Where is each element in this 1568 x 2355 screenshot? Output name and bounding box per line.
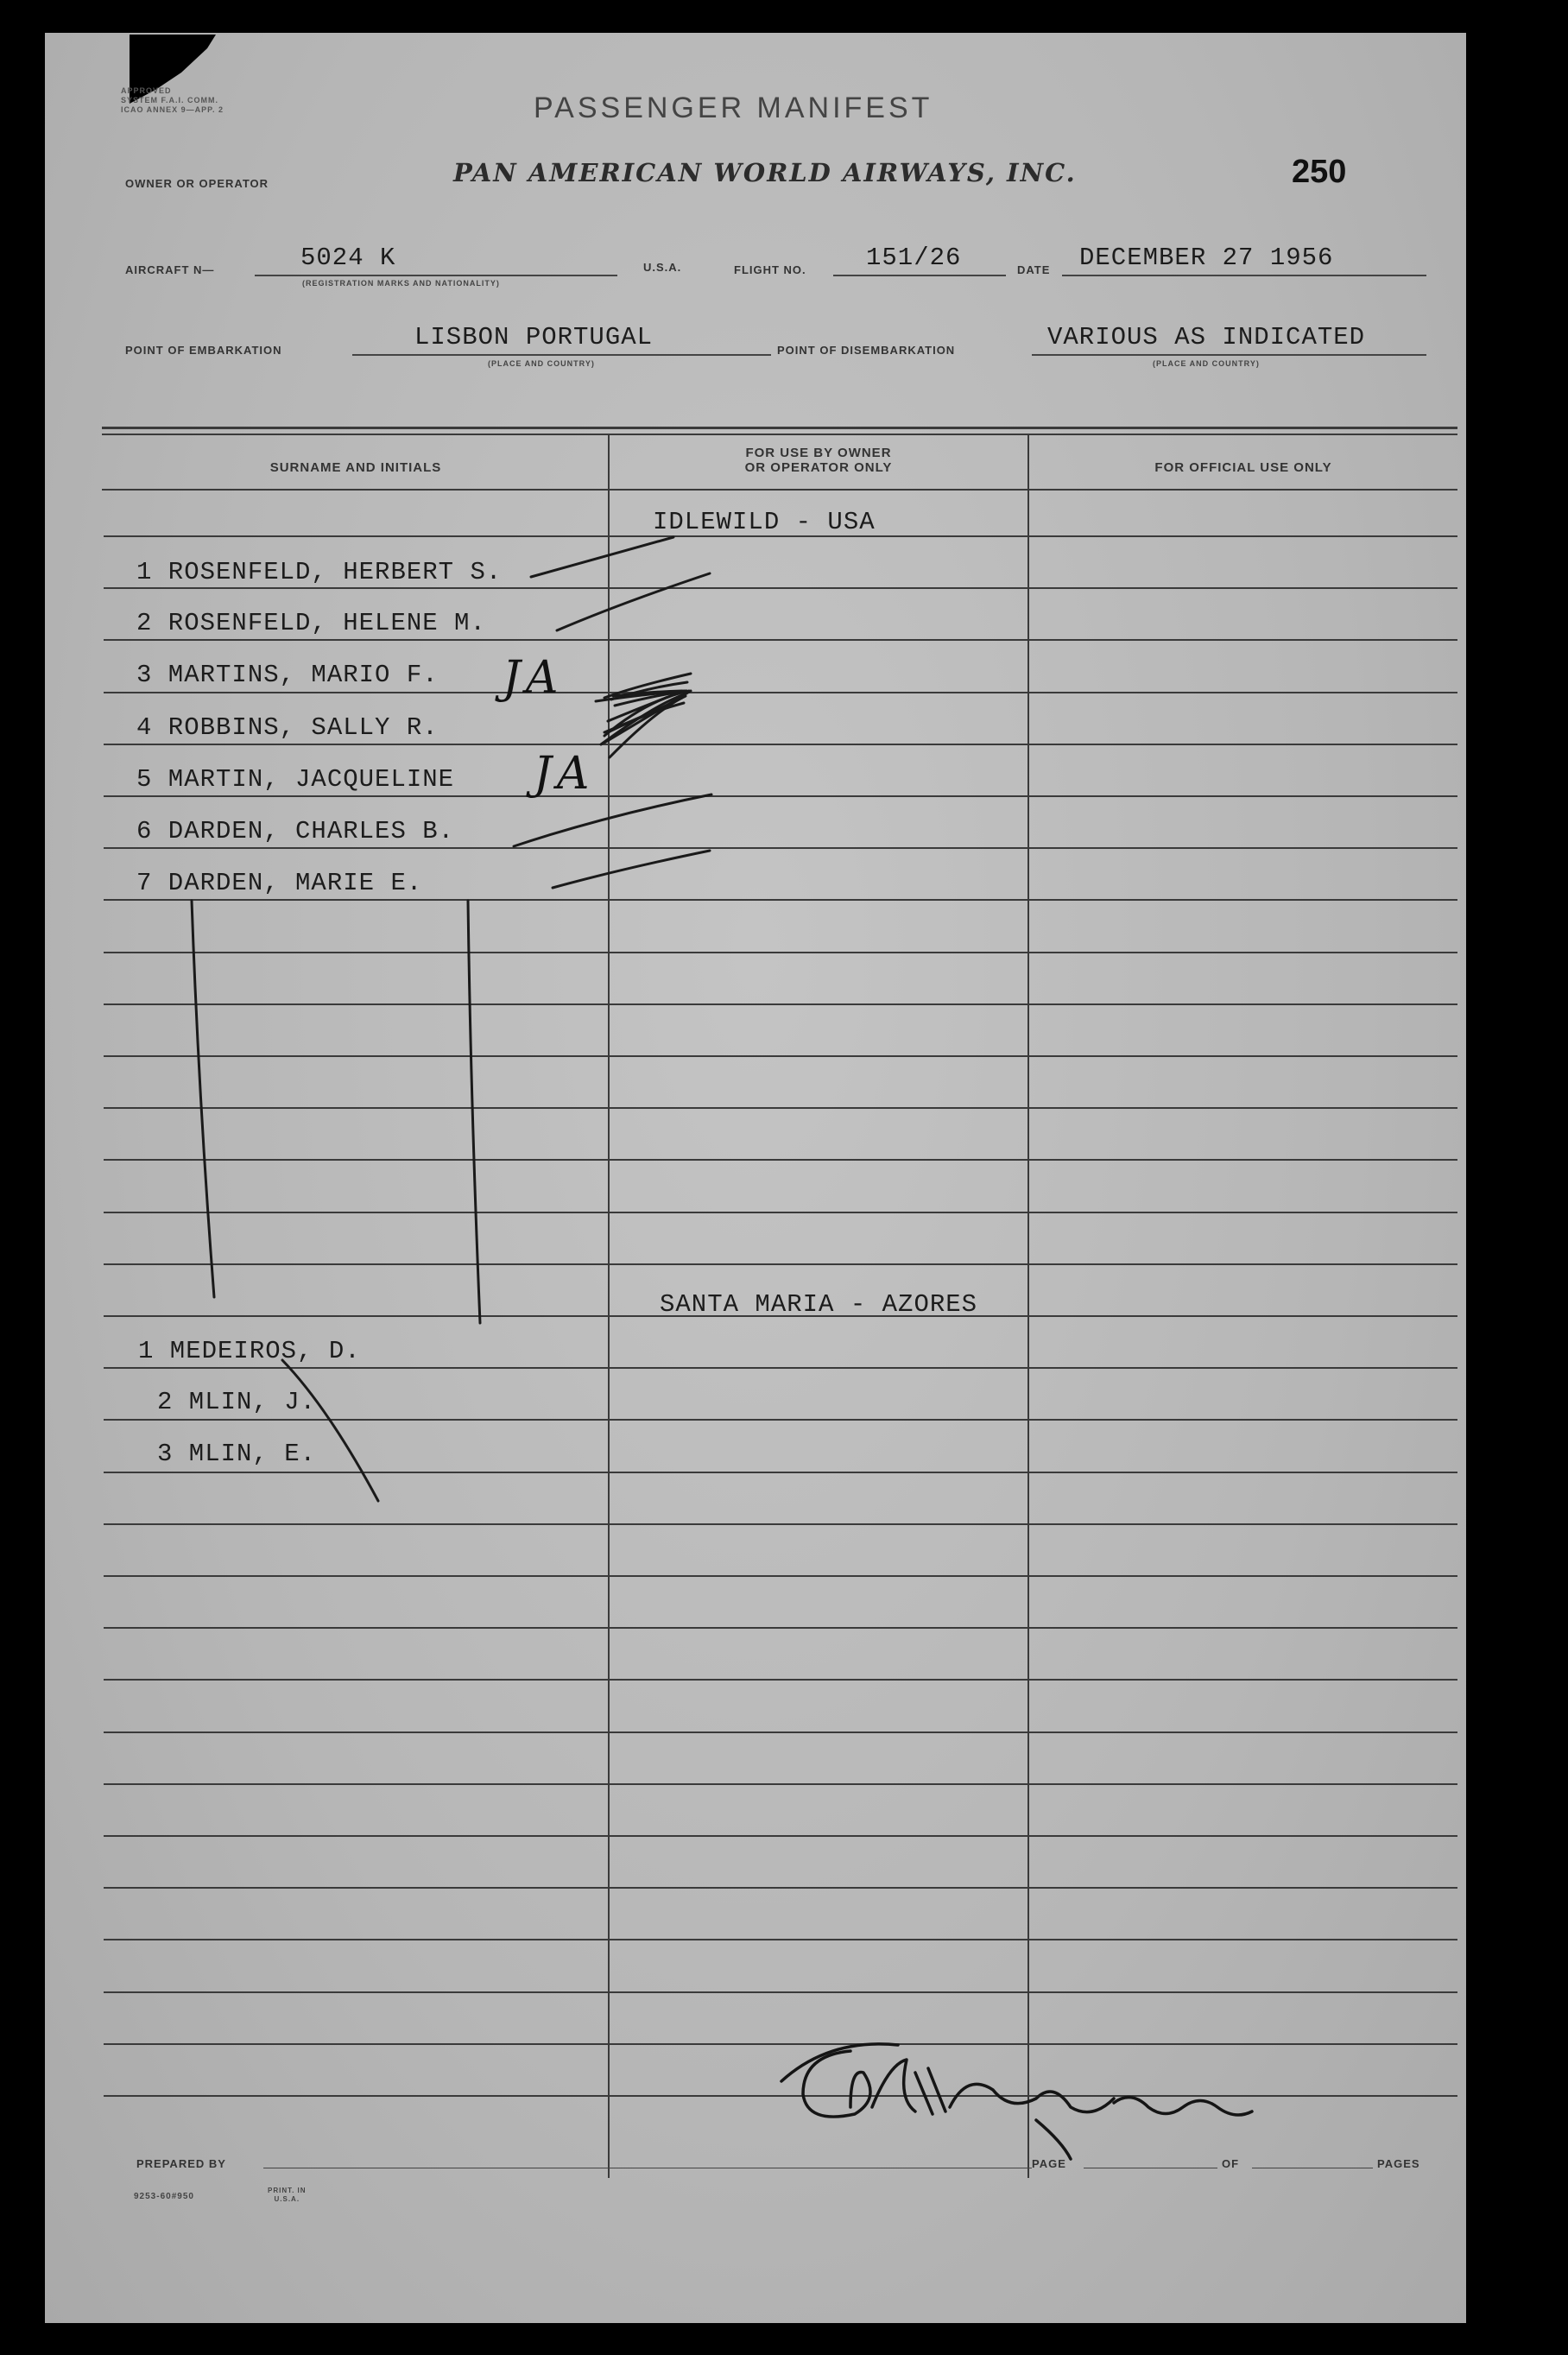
printer-mark-line: PRINT. IN — [268, 2187, 307, 2194]
flight-label: FLIGHT NO. — [734, 263, 806, 276]
passenger-row: 2 MLIN, J. — [157, 1388, 317, 1416]
passenger-row: 7 DARDEN, MARIE E. — [136, 869, 423, 897]
passenger-row: 3 MARTINS, MARIO F. — [136, 661, 439, 689]
embarkation-caption: (PLACE AND COUNTRY) — [488, 359, 595, 368]
check-stroke — [531, 537, 673, 577]
destination-idlewild: IDLEWILD - USA — [653, 508, 876, 536]
column-header-surname: SURNAME AND INITIALS — [269, 460, 442, 475]
page-title: PASSENGER MANIFEST — [534, 92, 933, 124]
disembarkation-caption: (PLACE AND COUNTRY) — [1153, 359, 1260, 368]
check-stroke — [553, 851, 710, 888]
passenger-row: 5 MARTIN, JACQUELINE — [136, 765, 455, 794]
page-number: 250 — [1292, 154, 1347, 190]
printer-mark-line: U.S.A. — [274, 2195, 300, 2203]
bracket-stroke — [192, 901, 214, 1297]
aircraft-label: AIRCRAFT N— — [125, 263, 215, 276]
aircraft-registration: 5024 K — [300, 244, 396, 272]
operator-name: PAN AMERICAN WORLD AIRWAYS, INC. — [453, 158, 1077, 187]
handwritten-annotation: JA — [534, 748, 595, 800]
disembarkation-label: POINT OF DISEMBARKATION — [777, 344, 956, 357]
passenger-row: 1 ROSENFELD, HERBERT S. — [136, 558, 503, 586]
form-code: 9253-60#950 — [134, 2192, 194, 2201]
approval-line: ICAO ANNEX 9—APP. 2 — [121, 105, 224, 114]
page-label: PAGE — [1032, 2157, 1066, 2170]
bracket-stroke — [468, 901, 480, 1323]
destination-santa-maria: SANTA MARIA - AZORES — [660, 1290, 978, 1319]
passenger-row: 2 ROSENFELD, HELENE M. — [136, 609, 486, 637]
check-stroke — [514, 794, 711, 846]
printer-mark — [268, 2187, 307, 2204]
approval-line: SYSTEM F.A.I. COMM. — [121, 96, 219, 104]
owner-label: OWNER OR OPERATOR — [125, 177, 269, 190]
of-label: OF — [1222, 2157, 1240, 2170]
column-header-line: FOR USE BY OWNER — [745, 446, 892, 460]
country-label: U.S.A. — [643, 261, 682, 274]
column-header-official: FOR OFFICIAL USE ONLY — [1154, 460, 1332, 475]
passenger-row: 1 MEDEIROS, D. — [138, 1337, 361, 1365]
column-header-line: OR OPERATOR ONLY — [744, 460, 893, 475]
passenger-row: 3 MLIN, E. — [157, 1440, 317, 1468]
embarkation-label: POINT OF EMBARKATION — [125, 344, 282, 357]
embarkation-place: LISBON PORTUGAL — [414, 323, 654, 351]
flight-date: DECEMBER 27 1956 — [1079, 244, 1334, 272]
approval-line: APPROVED — [121, 86, 172, 95]
disembarkation-place: VARIOUS AS INDICATED — [1047, 323, 1366, 351]
registration-caption: (REGISTRATION MARKS AND NATIONALITY) — [302, 279, 500, 288]
passenger-row: 6 DARDEN, CHARLES B. — [136, 817, 455, 845]
passenger-row: 4 ROBBINS, SALLY R. — [136, 713, 439, 742]
date-label: DATE — [1017, 263, 1051, 276]
pages-label: PAGES — [1377, 2157, 1420, 2170]
tick-stroke — [282, 1360, 378, 1501]
prepared-by-label: PREPARED BY — [136, 2157, 226, 2170]
signature — [781, 2044, 1252, 2159]
check-stroke — [557, 573, 710, 630]
flight-number: 151/26 — [866, 244, 962, 272]
handwritten-annotation: JA — [503, 652, 564, 704]
